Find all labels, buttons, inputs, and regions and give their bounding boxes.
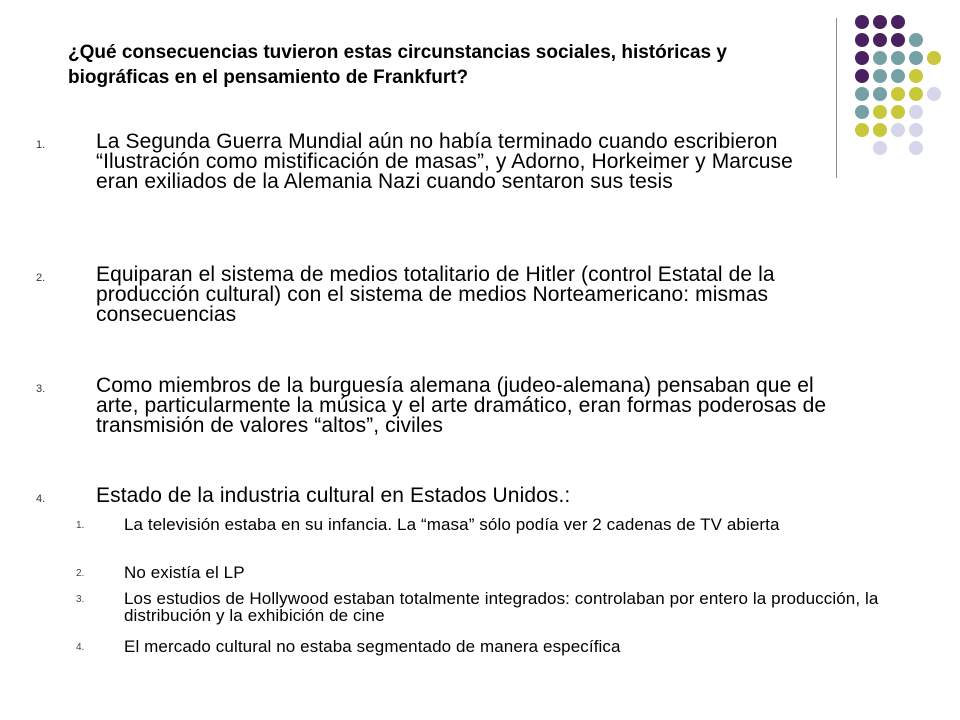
sub-item-number: 4. bbox=[76, 642, 85, 653]
dot bbox=[855, 105, 869, 119]
item-text: Como miembros de la burguesía alemana (judeo-alemana) pensaban que el arte, particularmente la música y el arte dramático, eran formas poderosas de transmisión de valores “altos”, civiles bbox=[96, 374, 827, 437]
slide-title: ¿Qué consecuencias tuvieron estas circunstancias sociales, históricas y biográficas en el pensamiento de Frankfurt? bbox=[68, 42, 727, 88]
item-number: 3. bbox=[36, 383, 46, 395]
item-number: 4. bbox=[36, 493, 46, 505]
sub-item-number: 3. bbox=[76, 594, 85, 605]
sub-item-number: 1. bbox=[76, 520, 85, 531]
dot bbox=[891, 123, 905, 137]
dot bbox=[873, 123, 887, 137]
dot bbox=[855, 87, 869, 101]
dot bbox=[873, 141, 887, 155]
dot bbox=[855, 123, 869, 137]
sub-item-text: No existía el LP bbox=[124, 563, 245, 582]
item-text: La Segunda Guerra Mundial aún no había terminado cuando escribieron “Ilustración como mistificación de masas”, y Adorno, Horkeimer y Marcuse eran exiliados de la Alemania Nazi cuando sentaron sus tesis bbox=[96, 130, 793, 193]
dot bbox=[909, 105, 923, 119]
dot bbox=[909, 51, 923, 65]
dot bbox=[909, 87, 923, 101]
sub-item-text: El mercado cultural no estaba segmentado de manera específica bbox=[124, 637, 621, 656]
item-text: Estado de la industria cultural en Estados Unidos.: bbox=[96, 484, 571, 507]
dot bbox=[873, 15, 887, 29]
dot bbox=[891, 33, 905, 47]
dot bbox=[909, 123, 923, 137]
sub-item-number: 2. bbox=[76, 568, 85, 579]
dot bbox=[927, 87, 941, 101]
dot bbox=[909, 141, 923, 155]
sub-item-text: Los estudios de Hollywood estaban totalmente integrados: controlaban por entero la producción, la distribución y la exhibición de cine bbox=[124, 589, 879, 625]
dot bbox=[873, 105, 887, 119]
dot bbox=[909, 33, 923, 47]
dot bbox=[891, 51, 905, 65]
dot bbox=[891, 87, 905, 101]
dot bbox=[891, 105, 905, 119]
sub-item-text: La televisión estaba en su infancia. La “masa” sólo podía ver 2 cadenas de TV abierta bbox=[124, 515, 780, 534]
item-text: Equiparan el sistema de medios totalitario de Hitler (control Estatal de la producción cultural) con el sistema de medios Norteamericano: mismas consecuencias bbox=[96, 263, 775, 326]
dot bbox=[855, 33, 869, 47]
dot bbox=[873, 87, 887, 101]
dot bbox=[873, 69, 887, 83]
dot bbox=[873, 33, 887, 47]
dot bbox=[873, 51, 887, 65]
dot bbox=[855, 69, 869, 83]
dot bbox=[855, 15, 869, 29]
dot bbox=[891, 69, 905, 83]
dot bbox=[891, 15, 905, 29]
dot bbox=[855, 51, 869, 65]
item-number: 1. bbox=[36, 139, 46, 151]
dot bbox=[927, 51, 941, 65]
dot bbox=[909, 69, 923, 83]
item-number: 2. bbox=[36, 272, 46, 284]
